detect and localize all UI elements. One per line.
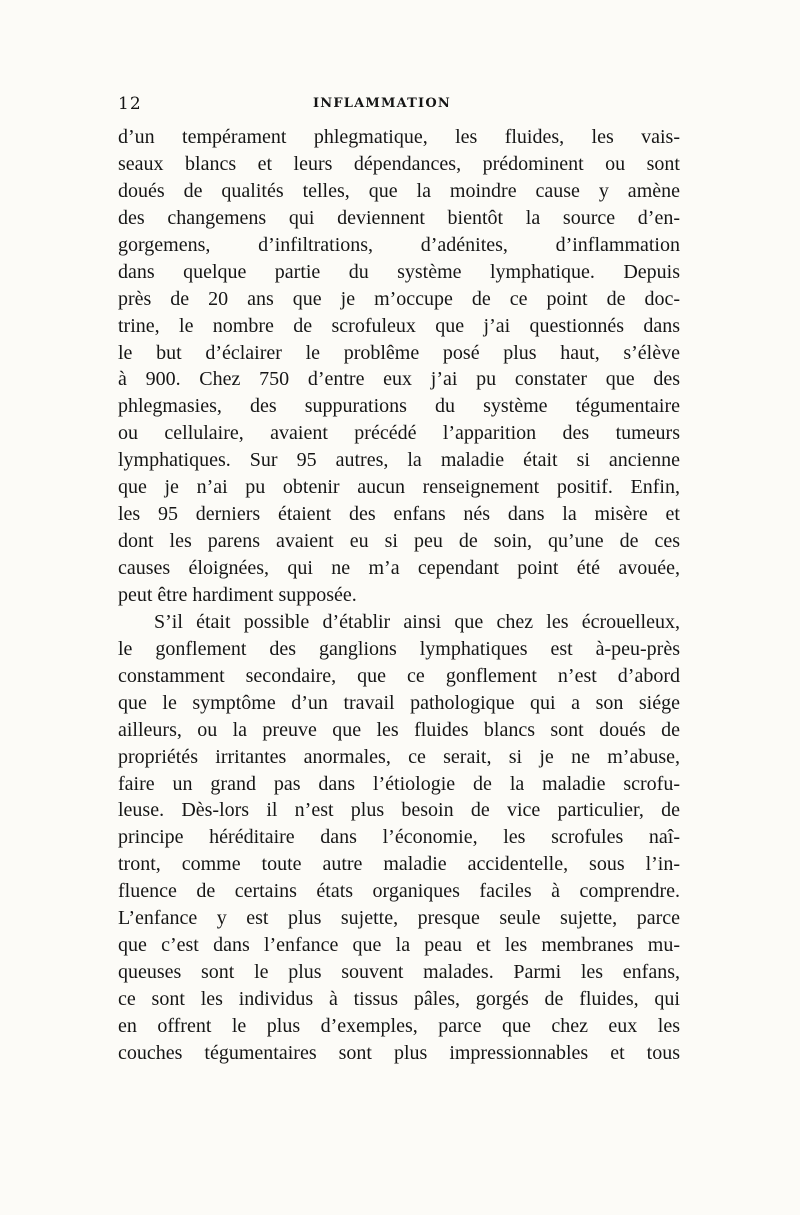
text-line: d’un tempérament phlegmatique, les fluides, les vais- — [118, 126, 680, 148]
paragraph-end-line: peut être hardiment supposée. — [118, 583, 357, 606]
text-line: seaux blancs et leurs dépendances, prédominent ou sont — [118, 152, 680, 175]
text-line: que je n’ai pu obtenir aucun renseignement positif. Enfin, — [118, 476, 680, 499]
text-line: principe héréditaire dans l’économie, les scrofules naî- — [118, 826, 680, 849]
text-line: ou cellulaire, avaient précédé l’apparition des tumeurs — [118, 422, 680, 445]
text-line: près de 20 ans que je m’occupe de ce point de doc- — [118, 287, 680, 310]
text-line: constamment secondaire, que ce gonflement n’est d’abord — [118, 664, 680, 687]
text-line: à 900. Chez 750 d’entre eux j’ai pu constater que des — [118, 368, 680, 391]
text-line: tront, comme toute autre maladie accidentelle, sous l’in- — [118, 853, 680, 876]
text-line: leuse. Dès-lors il n’est plus besoin de vice particulier, de — [118, 799, 680, 822]
text-line: ce sont les individus à tissus pâles, gorgés de fluides, qui — [118, 988, 680, 1010]
text-line: faire un grand pas dans l’étiologie de la maladie scrofu- — [118, 772, 680, 795]
text-line: lymphatiques. Sur 95 autres, la maladie était si ancienne — [118, 449, 680, 472]
text-line: le gonflement des ganglions lymphatiques est à-peu-près — [118, 637, 680, 660]
text-line: le but d’éclairer le problême posé plus haut, s’élève — [118, 341, 680, 364]
text-line: propriétés irritantes anormales, ce serait, si je ne m’abuse, — [118, 745, 680, 768]
body-text — [118, 124, 680, 1067]
running-title: INFLAMMATION — [313, 96, 451, 111]
page-number: 12 — [118, 94, 142, 114]
text-line: queuses sont le plus souvent malades. Parmi les enfans, — [118, 961, 680, 984]
text-line: causes éloignées, qui ne m’a cependant point été avouée, — [118, 557, 680, 579]
text-line: que c’est dans l’enfance que la peau et les membranes mu- — [118, 934, 680, 957]
text-line: fluence de certains états organiques faciles à comprendre. — [118, 880, 680, 903]
text-line: que le symptôme d’un travail pathologique qui a son siége — [118, 691, 680, 714]
paragraph-start-line: S’il était possible d’établir ainsi que chez les écrouelleux, — [154, 610, 680, 633]
text-line: des changemens qui deviennent bientôt la source d’en- — [118, 206, 680, 229]
text-line: trine, le nombre de scrofuleux que j’ai questionnés dans — [118, 314, 680, 337]
text-line: L’enfance y est plus sujette, presque seule sujette, parce — [118, 907, 680, 930]
text-line: en offrent le plus d’exemples, parce que chez eux les — [118, 1014, 680, 1037]
text-line: couches tégumentaires sont plus impressionnables et tous — [118, 1041, 680, 1064]
text-line: dont les parens avaient eu si peu de soin, qu’une de ces — [118, 530, 680, 553]
text-line: gorgemens, d’infiltrations, d’adénites, d’inflammation — [118, 233, 680, 256]
text-line: doués de qualités telles, que la moindre cause y amène — [118, 179, 680, 202]
running-head — [118, 94, 680, 118]
text-line: ailleurs, ou la preuve que les fluides blancs sont doués de — [118, 718, 680, 741]
text-line: dans quelque partie du système lymphatique. Depuis — [118, 260, 680, 283]
text-line: phlegmasies, des suppurations du système tégumentaire — [118, 395, 680, 418]
text-line: les 95 derniers étaient des enfans nés dans la misère et — [118, 503, 680, 526]
